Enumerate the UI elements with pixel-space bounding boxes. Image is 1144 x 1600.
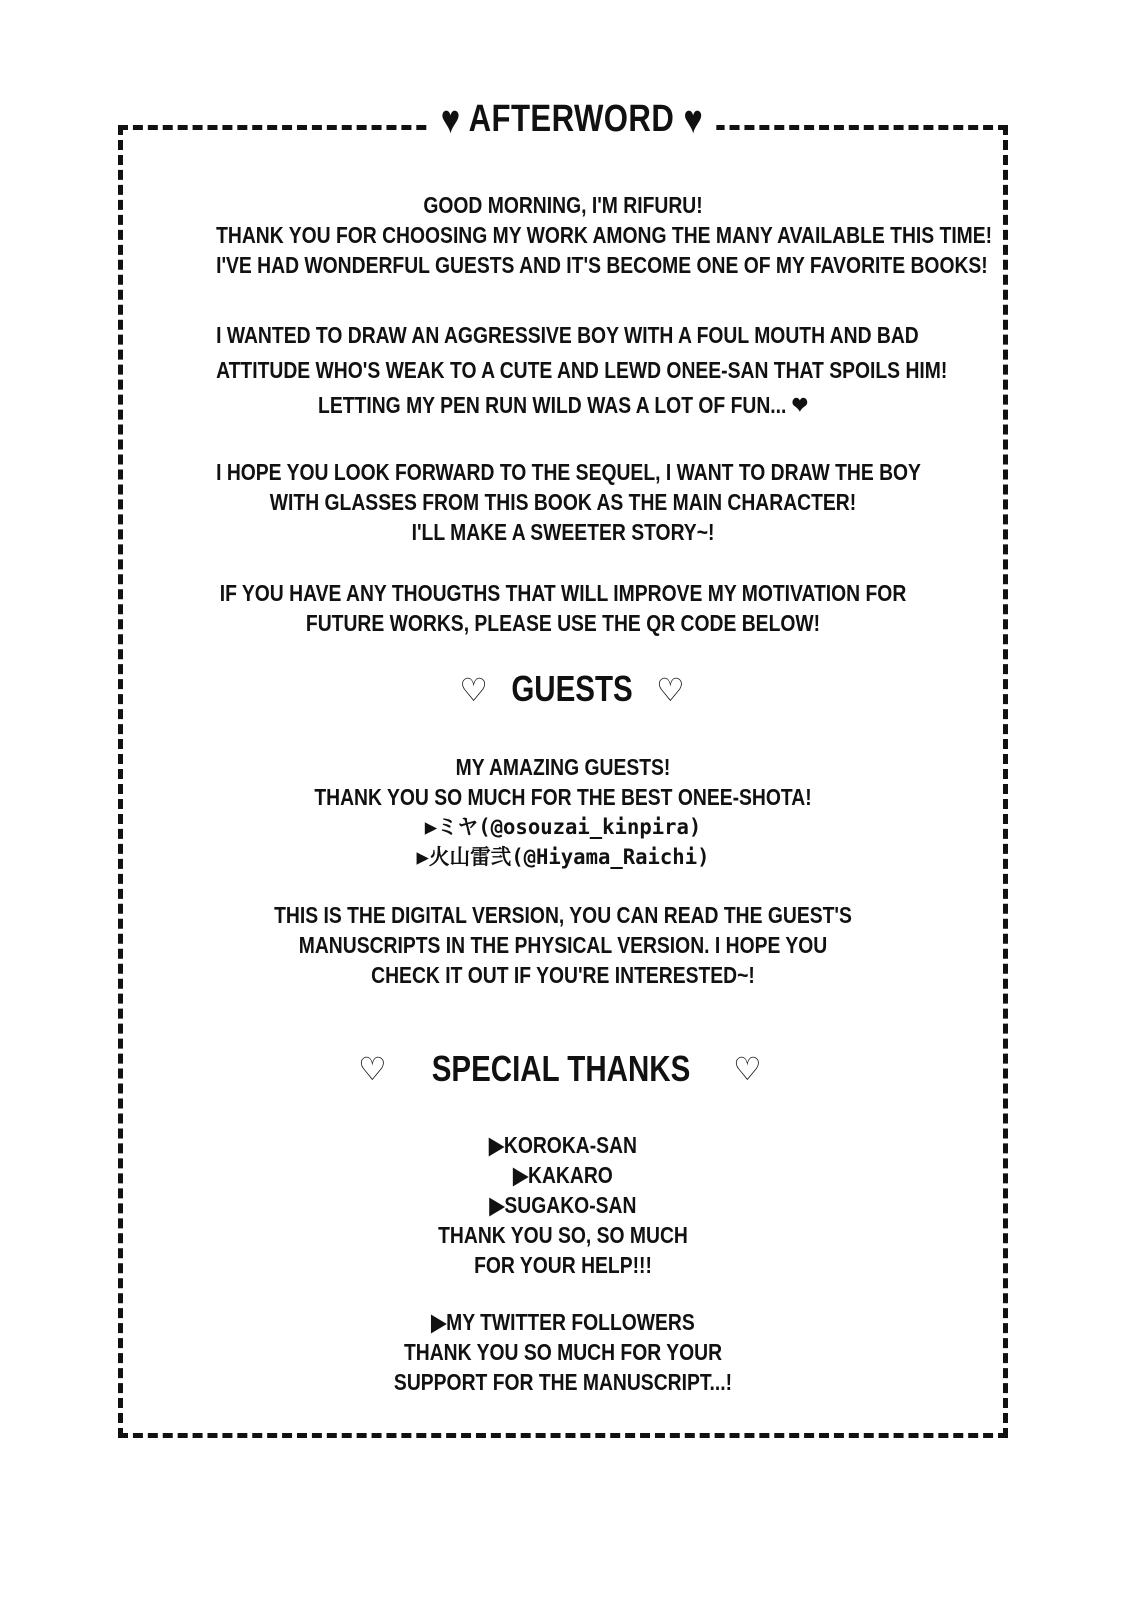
text-line: ATTITUDE WHO'S WEAK TO A CUTE AND LEWD ONEE-SAN THAT SPOILS HIM! <box>216 357 948 383</box>
text-line: I HOPE YOU LOOK FORWARD TO THE SEQUEL, I WANT TO DRAW THE BOY <box>216 459 921 485</box>
text-line: FUTURE WORKS, PLEASE USE THE QR CODE BELOW! <box>305 610 821 636</box>
text-line: MY AMAZING GUESTS! <box>455 754 671 780</box>
text-line: LETTING MY PEN RUN WILD WAS A LOT OF FUN... ❤ <box>318 392 808 418</box>
special-thanks-heading <box>0 1048 1144 1098</box>
text-line: SUPPORT FOR THE MANUSCRIPT...! <box>393 1369 733 1395</box>
text-line: ▶MY TWITTER FOLLOWERS <box>431 1309 695 1335</box>
intro-paragraph-4 <box>150 578 976 638</box>
outline-heart-icon: ♡ <box>656 671 685 709</box>
text-line: I WANTED TO DRAW AN AGGRESSIVE BOY WITH A FOUL MOUTH AND BAD <box>216 322 919 348</box>
thanks-name: ▶SUGAKO-SAN <box>489 1192 637 1218</box>
text-line: CHECK IT OUT IF YOU'RE INTERESTED~! <box>371 962 755 988</box>
intro-paragraph-3 <box>150 457 976 547</box>
intro-paragraph-2 <box>150 318 976 423</box>
text-line: THANK YOU SO MUCH FOR THE BEST ONEE-SHOTA! <box>314 784 812 810</box>
thanks-name: ▶KAKARO <box>513 1162 613 1188</box>
text-line: FOR YOUR HELP!!! <box>474 1252 652 1278</box>
text-line: MANUSCRIPTS IN THE PHYSICAL VERSION. I HOPE YOU <box>298 932 828 958</box>
special-thanks-names <box>150 1130 976 1280</box>
guest-handle: ▶火山雷弐(@Hiyama_Raichi) <box>416 845 710 869</box>
guests-title: GUESTS <box>511 668 633 709</box>
outline-heart-icon: ♡ <box>459 671 488 709</box>
thanks-name: ▶KOROKA-SAN <box>489 1132 637 1158</box>
guests-lines <box>150 752 976 872</box>
text-line: THIS IS THE DIGITAL VERSION, YOU CAN READ THE GUEST'S <box>274 902 852 928</box>
heart-icon-right: ♥ <box>683 98 704 142</box>
text-line: THANK YOU FOR CHOOSING MY WORK AMONG THE MANY AVAILABLE THIS TIME! <box>216 222 993 248</box>
afterword-header <box>0 98 1144 143</box>
text-line: THANK YOU SO MUCH FOR YOUR <box>403 1339 723 1365</box>
guests-heading <box>0 668 1144 710</box>
guests-note <box>150 900 976 990</box>
outline-heart-icon: ♡ <box>733 1050 762 1088</box>
intro-paragraph-1 <box>150 190 993 280</box>
heart-icon-left: ♥ <box>440 98 461 142</box>
text-line: I'VE HAD WONDERFUL GUESTS AND IT'S BECOME ONE OF MY FAVORITE BOOKS! <box>216 252 988 278</box>
text-line: GOOD MORNING, I'M RIFURU! <box>423 192 703 218</box>
guest-handle: ▶ミヤ(@osouzai_kinpira) <box>424 815 702 839</box>
page-title: AFTERWORD <box>468 98 675 140</box>
text-line: IF YOU HAVE ANY THOUGTHS THAT WILL IMPROVE MY MOTIVATION FOR <box>219 580 907 606</box>
text-line: WITH GLASSES FROM THIS BOOK AS THE MAIN CHARACTER! <box>269 489 857 515</box>
outline-heart-icon: ♡ <box>358 1050 387 1088</box>
special-thanks-title: SPECIAL THANKS <box>431 1048 691 1089</box>
text-line: THANK YOU SO, SO MUCH <box>438 1222 688 1248</box>
text-line: I'LL MAKE A SWEETER STORY~! <box>411 519 715 545</box>
special-thanks-followers <box>150 1307 976 1397</box>
